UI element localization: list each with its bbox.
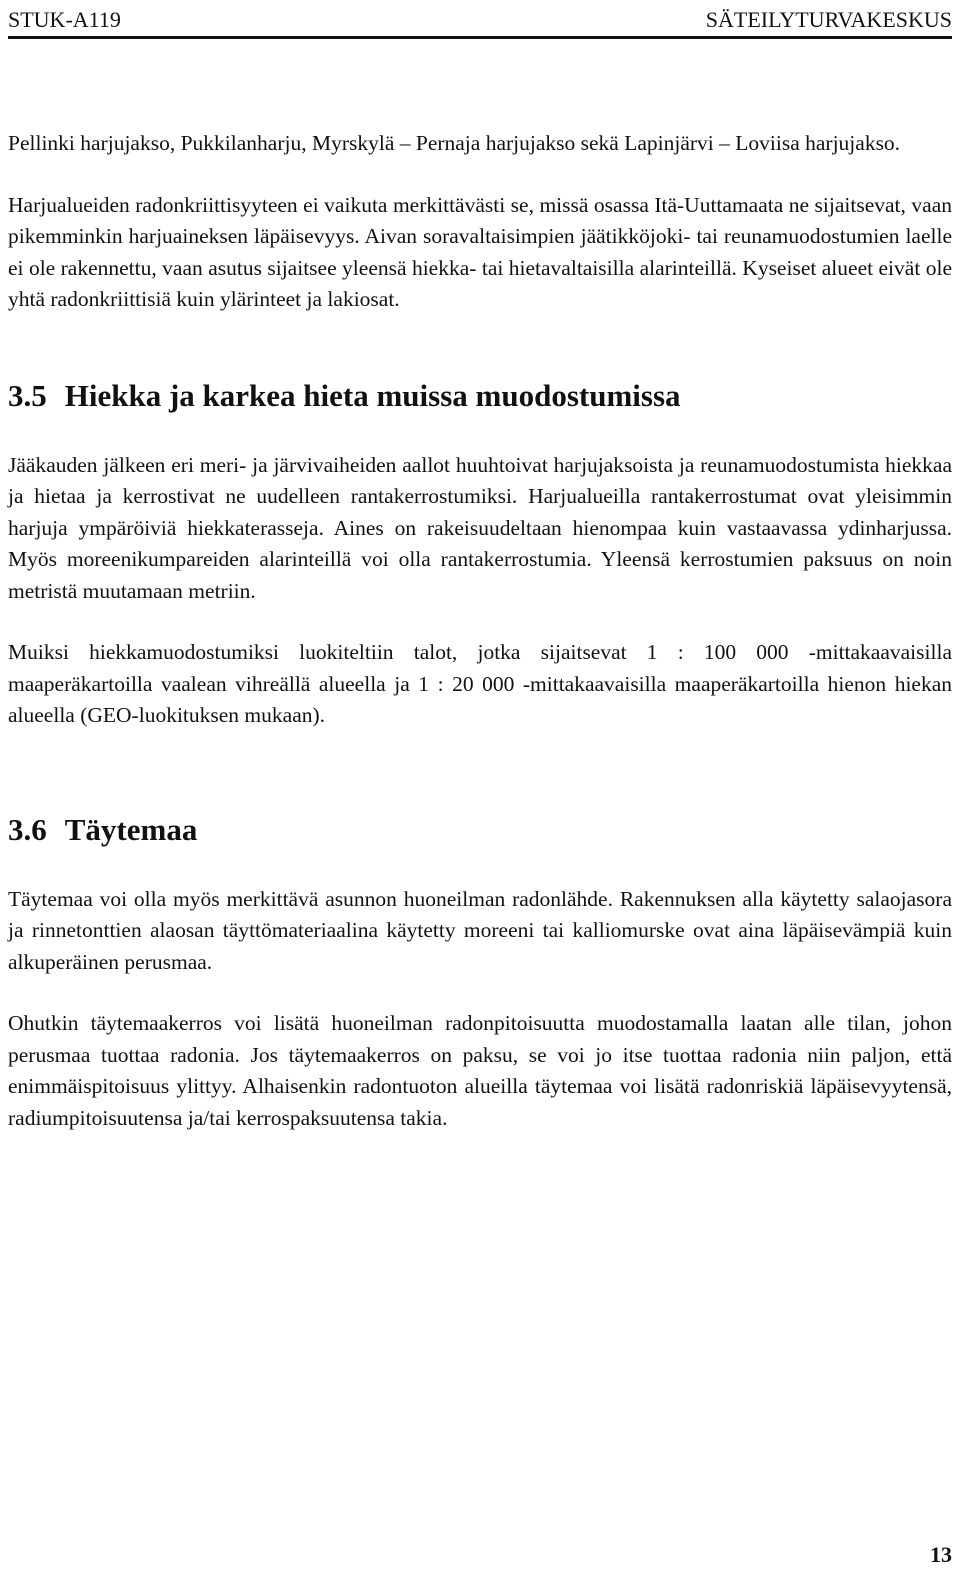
intro-paragraph-1: Pellinki harjujakso, Pukkilanharju, Myrskylä – Pernaja harjujakso sekä Lapinjärvi – Loviisa harjujakso. [8, 131, 901, 155]
page-number: 13 [930, 1542, 952, 1567]
section-title: Hiekka ja karkea hieta muissa muodostumissa [64, 377, 681, 413]
report-code: STUK-A119 [8, 7, 121, 32]
section-title: Täytemaa [64, 811, 198, 847]
page-header [8, 6, 952, 39]
publisher-name: SÄTEILYTURVAKESKUS [705, 7, 952, 32]
page-body [8, 128, 952, 1134]
section-heading-3-5 [8, 376, 952, 416]
section-heading-3-6 [8, 810, 952, 850]
section-number: 3.6 [8, 811, 47, 847]
section-3-6-paragraph-2: Ohutkin täytemaakerros voi lisätä huoneilman radonpitoisuutta muodostamalla laatan alle tilan, johon perusmaa tuottaa radonia. Jos täytemaakerros on paksu, se voi jo itse tuottaa radonia niin paljon, että enimmäispitoisuus ylittyy. Alhaisenkin radontuoton alueilla täytemaa voi lisätä radonriskiä läpäisevyytensä, radiumpitoisuutensa ja/tai kerrospaksuutensa takia. [8, 1011, 952, 1130]
intro-paragraph-2: Harjualueiden radonkriittisyyteen ei vaikuta merkittävästi se, missä osassa Itä-Uuttamaata ne sijaitsevat, vaan pikemminkin harjuaineksen läpäisevyys. Aivan soravaltaisimpien jäätikköjoki- tai reunamuodostumien laelle ei ole rakennettu, vaan asutus sijaitsee yleensä hiekka- tai hietavaltaisilla alarinteillä. Kyseiset alueet eivät ole yhtä radonkriittisiä kuin ylärinteet ja lakiosat. [8, 192, 952, 311]
section-3-5-paragraph-1: Jääkauden jälkeen eri meri- ja järvivaiheiden aallot huuhtoivat harjujaksoista ja reunamuodostumista hiekkaa ja hietaa ja kerrostivat ne uudelleen rantakerrostumiksi. Harjualueilla rantakerrostumat ovat yleisimmin harjuja ympäröiviä hiekkaterasseja. Aines on rakeisuudeltaan hienompaa kuin vastaavassa ydinharjussa. Myös moreenikumpareiden alarinteillä voi olla rantakerrostumia. Yleensä kerrostumien paksuus on noin metristä muutamaan metriin. [8, 452, 952, 603]
section-number: 3.5 [8, 377, 47, 413]
section-3-5-paragraph-2: Muiksi hiekkamuodostumiksi luokiteltiin talot, jotka sijaitsevat 1 : 100 000 -mittakaavaisilla maaperäkartoilla vaalean vihreällä alueella ja 1 : 20 000 -mittakaavaisilla maaperäkartoilla hienon hiekan alueella (GEO-luokituksen mukaan). [8, 640, 952, 727]
section-3-6-paragraph-1: Täytemaa voi olla myös merkittävä asunnon huoneilman radonlähde. Rakennuksen alla käytetty salaojasora ja rinnetonttien alaosan täyttömateriaalina käytetty moreeni tai kalliomurske ovat aina läpäisevämpiä kuin alkuperäinen perusmaa. [8, 886, 952, 974]
